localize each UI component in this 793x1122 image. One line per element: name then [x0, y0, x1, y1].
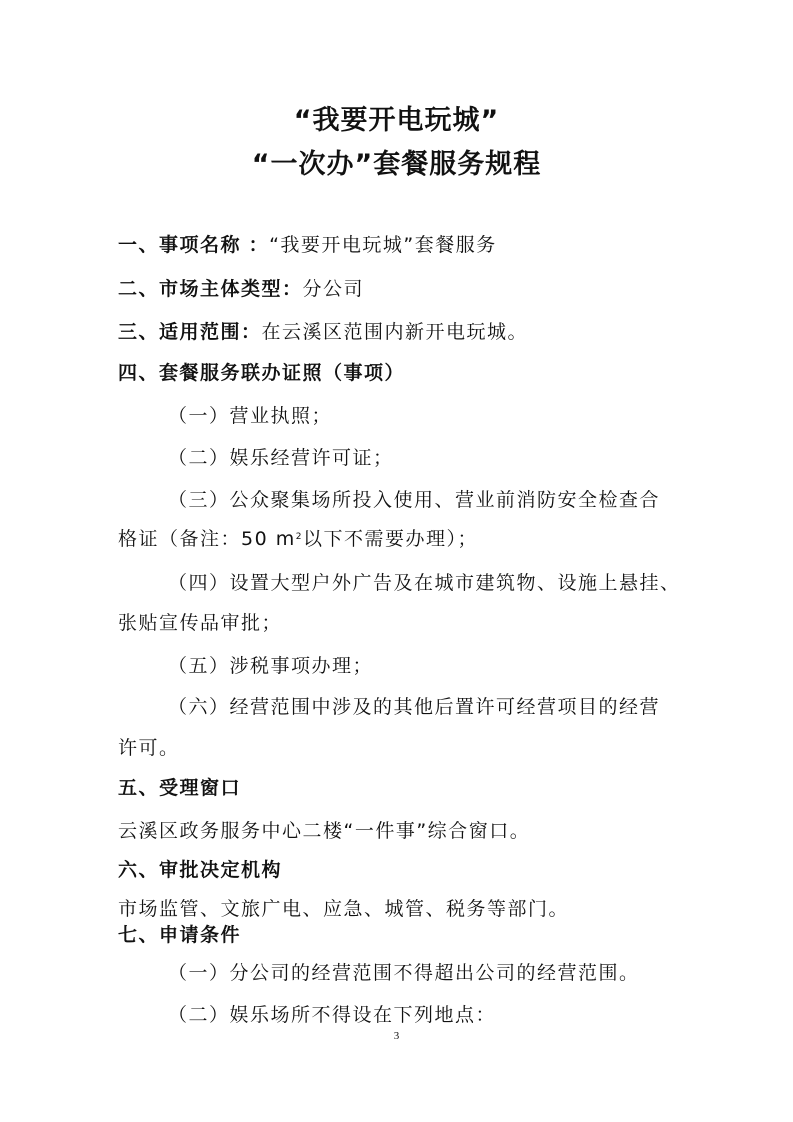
- list-item-continuation: [118, 524, 478, 551]
- title-line-2: “一次办”套餐服务规程: [251, 149, 542, 180]
- section-entity-type: [118, 274, 364, 301]
- section-heading: 二、市场主体类型：: [118, 278, 303, 300]
- continuation-text: 以下不需要办理）；: [302, 528, 478, 550]
- list-item: （五）涉税事项办理；: [168, 655, 374, 677]
- section-heading: 五、受理窗口: [118, 777, 242, 799]
- section-heading: 七、申请条件: [118, 924, 242, 946]
- section-heading: 四、套餐服务联办证照（事项）: [118, 362, 406, 384]
- list-item: （二）娱乐经营许可证；: [168, 447, 394, 469]
- list-item: （四）设置大型户外广告及在城市建筑物、设施上悬挂、: [168, 572, 681, 594]
- list-item: （三）公众聚集场所投入使用、营业前消防安全检查合: [168, 489, 661, 511]
- section-separator: ：: [248, 234, 270, 256]
- list-item: （六）经营范围中涉及的其他后置许可经营项目的经营: [168, 696, 661, 718]
- section-window: [118, 773, 241, 800]
- page-number: 3: [393, 1030, 400, 1042]
- section-item-name: [118, 230, 497, 257]
- section-text: “我要开电玩城”套餐服务: [269, 234, 497, 256]
- title-line-1: “我要开电玩城”: [293, 105, 500, 136]
- section-heading: 一、事项名称: [118, 234, 242, 256]
- section-heading: 三、适用范围：: [118, 321, 262, 343]
- section-conditions: [118, 920, 241, 947]
- section-heading: 六、审批决定机构: [118, 859, 283, 881]
- section-joint-licenses: [118, 358, 405, 385]
- list-item-continuation: 许可。: [118, 737, 180, 759]
- section-approval-authority: [118, 855, 282, 882]
- list-item: （一）营业执照；: [168, 405, 333, 427]
- list-item: （一）分公司的经营范围不得超出公司的经营范围。: [168, 962, 640, 984]
- superscript-2: 2: [295, 532, 303, 542]
- section-scope: [118, 317, 528, 344]
- section-text: 分公司: [302, 278, 365, 300]
- continuation-text: 格证（备注：50 m: [118, 528, 296, 550]
- list-item-continuation: 张贴宣传品审批；: [118, 612, 283, 634]
- section-text: 在云溪区范围内新开电玩城。: [261, 321, 529, 343]
- section-text: 市场监管、文旅广电、应急、城管、税务等部门。: [118, 898, 570, 920]
- list-item: （二）娱乐场所不得设在下列地点：: [168, 1004, 497, 1026]
- section-text: 云溪区政务服务中心二楼“一件事”综合窗口。: [118, 820, 531, 842]
